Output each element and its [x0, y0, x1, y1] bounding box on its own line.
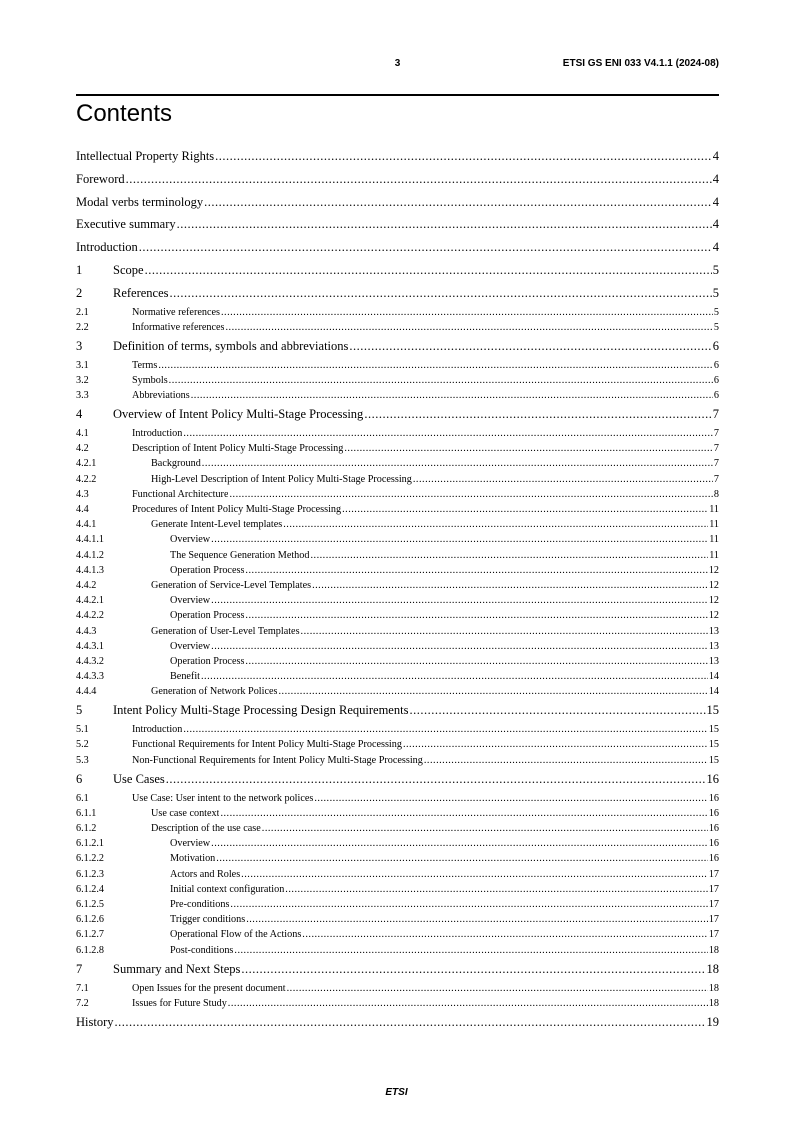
toc-entry[interactable] [76, 145, 719, 168]
toc-entry[interactable] [76, 487, 719, 502]
toc-leader-dots [216, 851, 708, 866]
toc-entry-number: 7 [76, 961, 83, 976]
toc-entry[interactable] [76, 699, 719, 722]
toc-leader-dots [115, 1011, 706, 1034]
toc-entry-title: Benefit [170, 671, 200, 683]
toc-entry[interactable] [76, 912, 719, 927]
toc-entry-number: 6.1.2.3 [76, 868, 105, 880]
toc-entry-title: Executive summary [76, 217, 176, 232]
toc-entry[interactable] [76, 472, 719, 487]
toc-leader-dots [413, 472, 713, 487]
toc-entry-title: Operation Process [170, 655, 245, 667]
footer-etsi: ETSI [385, 1087, 408, 1098]
header-rule [76, 94, 719, 96]
toc-leader-dots [287, 981, 708, 996]
toc-entry[interactable] [76, 1011, 719, 1034]
toc-entry-title: Foreword [76, 171, 125, 186]
toc-entry-page: 12 [708, 579, 719, 591]
toc-entry-number: 5.3 [76, 754, 89, 766]
toc-entry-page: 17 [708, 868, 719, 880]
toc-entry-title: Overview [170, 534, 211, 546]
toc-entry[interactable] [76, 335, 719, 358]
toc-entry-title: Overview [170, 838, 211, 850]
toc-entry-page: 4 [712, 171, 719, 186]
toc-entry-number: 4.4.2.2 [76, 610, 105, 622]
page-number: 3 [394, 58, 401, 69]
toc-leader-dots [241, 867, 708, 882]
toc-entry-page: 7 [713, 428, 719, 440]
toc-entry-number: 4.4.1.1 [76, 534, 105, 546]
toc-entry-page: 4 [712, 149, 719, 163]
toc-entry-title: References [113, 285, 169, 300]
toc-entry-title: Post-conditions [170, 944, 234, 956]
toc-entry-title: Normative references [132, 306, 220, 318]
toc-entry-number: 5.1 [76, 724, 89, 736]
toc-leader-dots [364, 403, 711, 426]
toc-entry-number: 4.4 [76, 504, 89, 516]
page-title: Contents [76, 100, 173, 127]
toc-entry-number: 3.3 [76, 390, 89, 402]
toc-leader-dots [204, 191, 712, 214]
toc-entry-page: 7 [713, 458, 719, 470]
toc-entry[interactable] [76, 593, 719, 608]
toc-entry-page: 15 [708, 724, 719, 736]
toc-entry-title: Open Issues for the present document [132, 982, 286, 994]
toc-entry-page: 5 [713, 321, 719, 333]
toc-entry[interactable] [76, 996, 719, 1011]
toc-leader-dots [145, 259, 712, 282]
toc-entry-number: 6.1.1 [76, 807, 97, 819]
toc-entry-title: Overview [170, 640, 211, 652]
toc-entry-title: Procedures of Intent Policy Multi-Stage Processing [132, 504, 342, 516]
document-id: ETSI GS ENI 033 V4.1.1 (2024-08) [562, 58, 719, 69]
toc-leader-dots [424, 753, 708, 768]
toc-leader-dots [246, 912, 708, 927]
toc-entry-title: Generation of Service-Level Templates [151, 579, 312, 591]
toc-entry-title: Initial context configuration [170, 883, 285, 895]
toc-entry-title: Use Case: User intent to the network polices [132, 792, 314, 804]
toc-entry-title: High-Level Description of Intent Policy Multi-Stage Processing [151, 473, 412, 485]
toc-entry-number: 3 [76, 338, 83, 353]
toc-leader-dots [183, 722, 707, 737]
toc-entry-title: Intent Policy Multi-Stage Processing Design Requirements [113, 703, 409, 718]
toc-entry-page: 5 [712, 262, 719, 277]
toc-leader-dots [191, 388, 713, 403]
toc-entry[interactable] [76, 882, 719, 897]
toc-entry-number: 1 [76, 262, 83, 277]
toc-entry-page: 16 [708, 853, 719, 865]
toc-entry-page: 14 [708, 671, 719, 683]
toc-entry-title: Motivation [170, 853, 216, 865]
toc-entry-page: 5 [712, 285, 719, 300]
toc-entry-number: 2.1 [76, 306, 89, 318]
toc-entry-title: Use case context [151, 807, 220, 819]
toc-entry[interactable] [76, 806, 719, 821]
toc-leader-dots [230, 897, 707, 912]
toc-entry-page: 17 [708, 929, 719, 941]
toc-entry-number: 6.1.2 [76, 823, 97, 835]
toc-entry-page: 5 [713, 306, 719, 318]
toc-leader-dots [211, 532, 708, 547]
toc-leader-dots [169, 373, 713, 388]
toc-entry-title: Functional Architecture [132, 488, 229, 500]
toc-leader-dots [228, 996, 708, 1011]
toc-entry-number: 6 [76, 771, 83, 786]
toc-entry-number: 4.4.1.2 [76, 549, 105, 561]
toc-leader-dots [278, 684, 707, 699]
toc-entry-page: 4 [712, 240, 719, 255]
toc-entry-page: 18 [708, 997, 719, 1009]
toc-leader-dots [211, 639, 708, 654]
toc-entry-number: 3.1 [76, 359, 89, 371]
toc-entry-title: Background [151, 458, 201, 470]
toc-leader-dots [215, 145, 712, 168]
toc-entry-number: 4.4.3.2 [76, 655, 105, 667]
toc-leader-dots [211, 836, 708, 851]
toc-entry[interactable] [76, 624, 719, 639]
toc-entry-number: 3.2 [76, 374, 89, 386]
toc-leader-dots [211, 593, 708, 608]
toc-entry[interactable] [76, 502, 719, 517]
toc-entry-page: 8 [713, 488, 719, 500]
toc-entry-title: Operation Process [170, 610, 245, 622]
toc-entry-page: 7 [712, 407, 719, 422]
toc-entry-number: 4.4.2.1 [76, 595, 105, 607]
toc-entry-number: 4 [76, 407, 83, 422]
toc-entry[interactable] [76, 563, 719, 578]
toc-entry-number: 2.2 [76, 321, 89, 333]
toc-entry-number: 4.2.2 [76, 473, 97, 485]
toc-entry-title: Functional Requirements for Intent Policy Multi-Stage Processing [132, 739, 402, 751]
toc-leader-dots [177, 213, 712, 236]
toc-entry-page: 4 [712, 194, 719, 209]
toc-entry-page: 17 [708, 883, 719, 895]
toc-entry-number: 7.2 [76, 997, 89, 1009]
toc-entry-title: Use Cases [113, 771, 165, 786]
toc-entry-number: 2 [76, 285, 83, 300]
toc-entry-page: 18 [708, 982, 719, 994]
toc-leader-dots [245, 563, 707, 578]
toc-leader-dots [158, 358, 713, 373]
toc-entry[interactable] [76, 669, 719, 684]
toc-entry-page: 15 [708, 754, 719, 766]
toc-entry[interactable] [76, 958, 719, 981]
toc-entry[interactable] [76, 168, 719, 191]
toc-entry-number: 4.4.4 [76, 686, 97, 698]
toc-entry-title: Modal verbs terminology [76, 194, 204, 209]
toc-entry-number: 5.2 [76, 739, 89, 751]
toc-entry-page: 14 [708, 686, 719, 698]
toc-entry-number: 5 [76, 703, 83, 718]
toc-leader-dots [349, 335, 711, 358]
toc-entry-page: 16 [708, 807, 719, 819]
toc-entry-page: 12 [708, 595, 719, 607]
toc-leader-dots [221, 305, 713, 320]
toc-entry-page: 11 [709, 504, 719, 516]
toc-entry-page: 16 [708, 823, 719, 835]
toc-leader-dots [342, 502, 708, 517]
toc-entry-page: 7 [713, 473, 719, 485]
toc-entry-title: Intellectual Property Rights [76, 149, 215, 163]
toc-entry-page: 12 [708, 564, 719, 576]
toc-leader-dots [344, 441, 713, 456]
toc-entry-page: 16 [706, 771, 719, 786]
toc-entry-title: Non-Functional Requirements for Intent Policy Multi-Stage Processing [132, 754, 423, 766]
toc-entry-page: 11 [709, 534, 719, 546]
toc-entry[interactable] [76, 836, 719, 851]
toc-leader-dots [225, 320, 712, 335]
toc-leader-dots [234, 943, 707, 958]
toc-entry-title: Description of Intent Policy Multi-Stage Processing [132, 443, 344, 455]
toc-entry[interactable] [76, 821, 719, 836]
toc-entry-page: 15 [706, 703, 719, 718]
toc-entry-page: 12 [708, 610, 719, 622]
toc-entry-page: 4 [712, 217, 719, 232]
toc-entry-title: Symbols [132, 374, 168, 386]
toc-entry[interactable] [76, 981, 719, 996]
toc-entry-number: 7.1 [76, 982, 89, 994]
toc-entry-number: 6.1.2.6 [76, 914, 105, 926]
toc-entry[interactable] [76, 320, 719, 335]
toc-entry[interactable] [76, 403, 719, 426]
toc-entry-title: The Sequence Generation Method [170, 549, 310, 561]
toc-leader-dots [202, 456, 713, 471]
toc-entry-title: Introduction [76, 240, 138, 255]
toc-entry-title: Introduction [132, 724, 183, 736]
toc-entry-page: 18 [708, 944, 719, 956]
toc-entry[interactable] [76, 897, 719, 912]
toc-entry-page: 17 [708, 914, 719, 926]
toc-leader-dots [283, 517, 708, 532]
toc-entry[interactable] [76, 191, 719, 214]
toc-entry-title: History [76, 1014, 114, 1029]
toc-entry-page: 6 [713, 390, 719, 402]
toc-entry[interactable] [76, 943, 719, 958]
toc-leader-dots [139, 236, 712, 259]
toc-entry[interactable] [76, 867, 719, 882]
toc-entry[interactable] [76, 305, 719, 320]
toc-leader-dots [229, 487, 712, 502]
toc-entry-page: 13 [708, 655, 719, 667]
toc-entry-page: 17 [708, 898, 719, 910]
toc-entry-number: 4.4.2 [76, 579, 97, 591]
toc-leader-dots [310, 548, 708, 563]
toc-leader-dots [183, 426, 713, 441]
toc-entry-page: 7 [713, 443, 719, 455]
toc-entry-page: 19 [706, 1014, 719, 1029]
toc-entry-number: 4.4.1 [76, 519, 97, 531]
toc-entry-number: 6.1.2.7 [76, 929, 105, 941]
toc-leader-dots [220, 806, 707, 821]
toc-entry[interactable] [76, 851, 719, 866]
toc-entry-title: Scope [113, 262, 144, 277]
toc-entry-title: Summary and Next Steps [113, 961, 241, 976]
toc-entry-title: Pre-conditions [170, 898, 230, 910]
toc-entry[interactable] [76, 768, 719, 791]
toc-entry-title: Generate Intent-Level templates [151, 519, 283, 531]
toc-entry-page: 18 [706, 961, 719, 976]
toc-entry-number: 6.1 [76, 792, 89, 804]
toc-entry-title: Description of the use case [151, 823, 261, 835]
toc-entry-title: Overview of Intent Policy Multi-Stage Processing [113, 407, 364, 422]
toc-entry-number: 4.4.3.1 [76, 640, 105, 652]
toc-entry-title: Overview [170, 595, 211, 607]
toc-entry-number: 4.2.1 [76, 458, 97, 470]
toc-entry-title: Operational Flow of the Actions [170, 929, 302, 941]
toc-leader-dots [241, 958, 705, 981]
toc-entry-title: Introduction [132, 428, 183, 440]
toc-entry-number: 6.1.2.4 [76, 883, 105, 895]
toc-entry-number: 6.1.2.5 [76, 898, 105, 910]
toc-entry-title: Definition of terms, symbols and abbreviations [113, 338, 349, 353]
toc-entry[interactable] [76, 639, 719, 654]
toc-leader-dots [126, 168, 712, 191]
toc-leader-dots [245, 654, 707, 669]
toc-entry-page: 15 [708, 739, 719, 751]
toc-entry[interactable] [76, 236, 719, 259]
toc-entry-title: Abbreviations [132, 390, 190, 402]
toc-entry[interactable] [76, 684, 719, 699]
toc-leader-dots [314, 791, 707, 806]
toc-entry-page: 6 [713, 374, 719, 386]
toc-entry-page: 16 [708, 792, 719, 804]
toc-entry-number: 4.2 [76, 443, 89, 455]
toc-entry[interactable] [76, 548, 719, 563]
table-of-contents [76, 145, 719, 1034]
toc-entry[interactable] [76, 927, 719, 942]
toc-entry[interactable] [76, 388, 719, 403]
toc-entry[interactable] [76, 608, 719, 623]
toc-entry[interactable] [76, 753, 719, 768]
toc-entry[interactable] [76, 213, 719, 236]
toc-entry-page: 6 [712, 338, 719, 353]
toc-entry-title: Issues for Future Study [132, 997, 227, 1009]
toc-entry[interactable] [76, 282, 719, 305]
toc-leader-dots [262, 821, 708, 836]
toc-leader-dots [403, 737, 708, 752]
toc-entry-page: 11 [709, 549, 719, 561]
toc-leader-dots [170, 282, 712, 305]
toc-leader-dots [302, 927, 708, 942]
toc-entry-number: 6.1.2.1 [76, 838, 105, 850]
toc-entry-number: 4.1 [76, 428, 89, 440]
toc-entry[interactable] [76, 517, 719, 532]
toc-entry[interactable] [76, 441, 719, 456]
toc-entry[interactable] [76, 532, 719, 547]
toc-entry[interactable] [76, 737, 719, 752]
toc-leader-dots [166, 768, 706, 791]
toc-entry-title: Terms [132, 359, 158, 371]
toc-entry-number: 4.4.1.3 [76, 564, 105, 576]
toc-entry-title: Trigger conditions [170, 914, 246, 926]
toc-entry-number: 4.4.3 [76, 625, 97, 637]
toc-entry-page: 13 [708, 640, 719, 652]
toc-entry-page: 16 [708, 838, 719, 850]
toc-entry-page: 6 [713, 359, 719, 371]
toc-leader-dots [312, 578, 708, 593]
toc-entry-page: 11 [709, 519, 719, 531]
toc-entry-page: 13 [708, 625, 719, 637]
toc-entry[interactable] [76, 456, 719, 471]
toc-entry-title: Operation Process [170, 564, 245, 576]
toc-leader-dots [301, 624, 708, 639]
toc-entry-title: Generation of User-Level Templates [151, 625, 300, 637]
toc-entry-number: 4.4.3.3 [76, 671, 105, 683]
toc-entry[interactable] [76, 373, 719, 388]
page-header [76, 58, 719, 72]
toc-entry-title: Informative references [132, 321, 225, 333]
toc-entry[interactable] [76, 426, 719, 441]
toc-entry-number: 6.1.2.8 [76, 944, 105, 956]
toc-leader-dots [285, 882, 708, 897]
toc-entry[interactable] [76, 722, 719, 737]
toc-entry-title: Generation of Network Polices [151, 686, 278, 698]
toc-entry[interactable] [76, 654, 719, 669]
toc-entry-number: 4.3 [76, 488, 89, 500]
toc-entry[interactable] [76, 259, 719, 282]
toc-entry-title: Actors and Roles [170, 868, 241, 880]
toc-entry[interactable] [76, 578, 719, 593]
toc-leader-dots [245, 608, 707, 623]
toc-entry[interactable] [76, 358, 719, 373]
toc-entry-number: 6.1.2.2 [76, 853, 105, 865]
toc-leader-dots [409, 699, 705, 722]
toc-entry[interactable] [76, 791, 719, 806]
toc-leader-dots [201, 669, 708, 684]
